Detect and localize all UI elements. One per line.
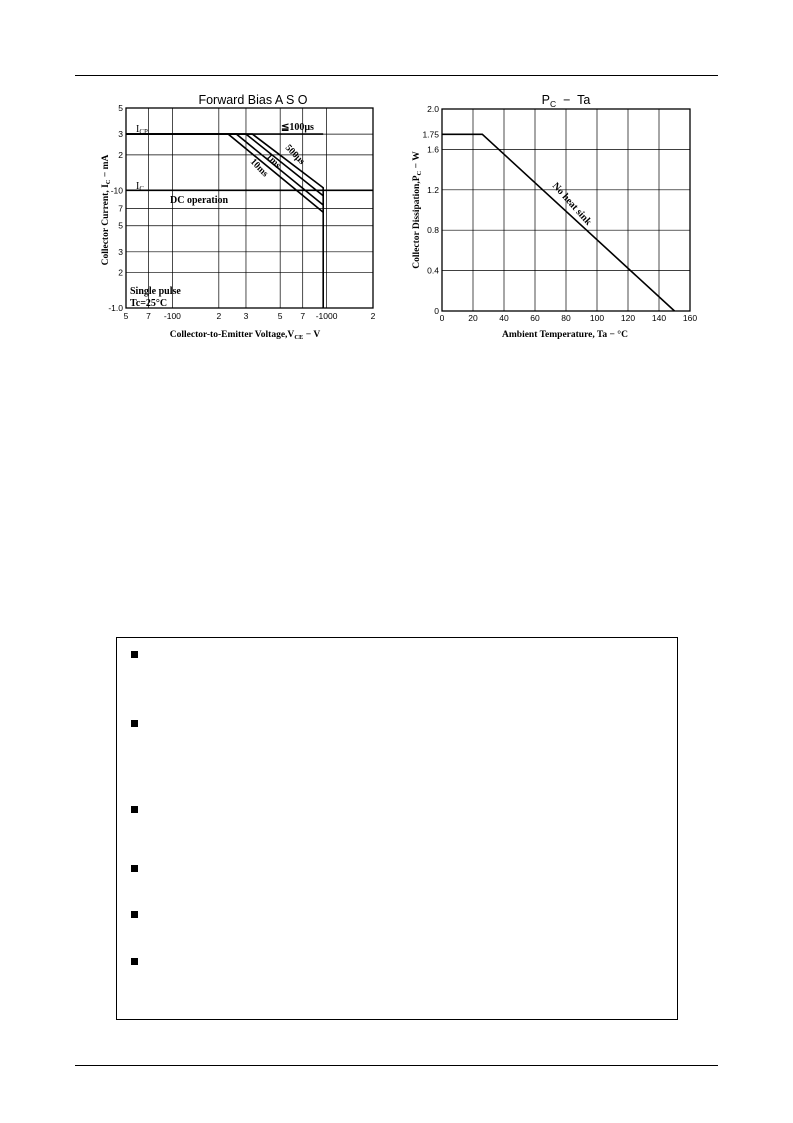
y-tick-label: 1.2	[427, 184, 439, 195]
x-tick-label: 80	[561, 313, 571, 323]
x-tick-label: 40	[499, 313, 509, 323]
x-tick-label: 140	[651, 313, 667, 323]
y-tick-label: 3	[118, 246, 123, 257]
icp-label: $I_{CP}$	[136, 124, 148, 136]
pulse-500us-label: 500μs	[282, 143, 307, 167]
x-tick-label: 2	[370, 311, 376, 321]
y-tick-label: 1.6	[427, 144, 439, 155]
x-tick-label: 7	[146, 311, 151, 321]
grid	[442, 109, 690, 311]
series-lines	[442, 134, 675, 311]
y-tick-label: 0.4	[427, 265, 439, 276]
series-line-0	[442, 134, 675, 311]
bullet-icon	[131, 958, 138, 965]
x-tick-label: -1000	[315, 311, 338, 321]
y-axis-label: Collector Current, $I_C$ − mA	[101, 154, 112, 266]
x-tick-label: 5	[123, 311, 129, 321]
bullet-icon	[131, 865, 138, 872]
chart-title: $P_C - Ta$	[541, 93, 591, 109]
x-tick-label: 120	[620, 313, 636, 323]
no-heat-sink-label: No heat sink	[549, 180, 594, 228]
notes-box	[116, 637, 678, 1020]
x-tick-label: 5	[277, 311, 283, 321]
x-tick-label: -100	[163, 311, 181, 321]
x-tick-label: 3	[243, 311, 249, 321]
y-tick-label: 0	[434, 306, 439, 316]
x-tick-label: 60	[530, 313, 540, 323]
bullet-icon	[131, 720, 138, 727]
dc-operation-label: DC operation	[170, 195, 229, 206]
y-tick-label: 0.8	[427, 225, 439, 236]
single-pulse-label: Single pulse	[130, 286, 181, 297]
y-tick-label: 5	[118, 103, 123, 113]
y-tick-label: 2	[118, 149, 123, 160]
x-tick-label: 7	[300, 311, 306, 321]
bullet-icon	[131, 911, 138, 918]
y-axis-label: Collector $Dissipation,P_C - W$	[412, 151, 423, 269]
y-tick-label: 7	[118, 203, 123, 214]
y-tick-label: 2	[118, 267, 123, 278]
tc-label: Tc=25°C	[130, 298, 168, 309]
x-axis-label: Collector-to-Emitter $Voltage,V_{CE} - V$	[169, 330, 321, 341]
x-tick-label: 0	[439, 313, 445, 323]
pc-ta-chart	[0, 0, 793, 360]
tick-labels	[422, 104, 697, 323]
chart-title: Forward Bias A S O	[198, 93, 308, 107]
bullet-icon	[131, 651, 138, 658]
x-tick-label: 2	[216, 311, 222, 321]
y-tick-label: 3	[118, 129, 123, 140]
y-tick-label: 2.0	[427, 104, 439, 114]
pulse-100us-label: ≦100μs	[281, 122, 314, 133]
y-tick-label: -1.0	[108, 303, 123, 313]
y-tick-label: 5	[118, 220, 123, 231]
pulse-10ms-label: 10ms	[247, 157, 270, 180]
y-tick-label: -10	[110, 185, 123, 196]
pulse-1ms-label: 1ms	[263, 152, 283, 171]
y-tick-label: 1.75	[422, 129, 439, 140]
x-tick-label: 20	[468, 313, 478, 323]
bottom-rule	[75, 1065, 718, 1066]
ic-label: $I_C$	[136, 181, 145, 193]
x-axis-label: Ambient Temperature, Ta − °C	[502, 330, 628, 340]
bullet-icon	[131, 806, 138, 813]
x-tick-label: 160	[682, 313, 698, 323]
x-tick-label: 100	[589, 313, 605, 323]
